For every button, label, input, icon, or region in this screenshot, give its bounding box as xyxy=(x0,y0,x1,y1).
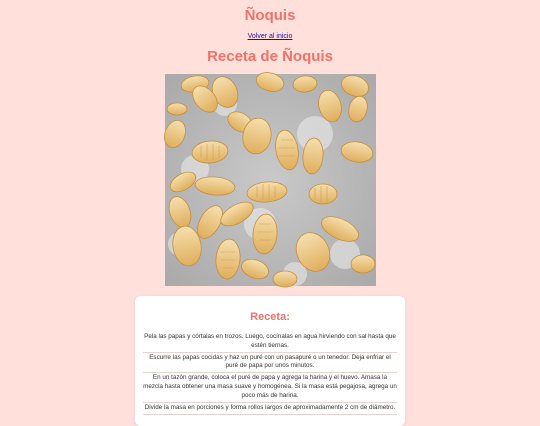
back-link-container xyxy=(0,33,540,40)
recipe-step: Divide la masa en porciones y forma rollos largos de aproximadamente 2 cm de diámetro. xyxy=(143,403,397,415)
recipe-steps-list xyxy=(143,332,397,415)
recipe-card xyxy=(135,296,405,426)
recipe-card-title: Receta: xyxy=(250,311,290,323)
recipe-title: Receta de Ñoquis xyxy=(207,48,333,65)
back-to-home-link[interactable]: Volver al inicio xyxy=(247,33,293,40)
recipe-step: En un tazón grande, coloca el puré de papa y agrega la harina y el huevo. Amasa la mezcla hasta obtener una masa suave y homogénea. Si la masa está pegajosa, agrega un poco más de harina. xyxy=(143,373,397,402)
recipe-step: Pela las papas y córtalas en trozos. Luego, cocínalas en agua hirviendo con sal hasta que estén tiernas. xyxy=(143,332,397,353)
recipe-step: Escurre las papas cocidas y haz un puré con un pasapuré o un tenedor. Deja enfriar el puré de papa por unos minutos. xyxy=(143,353,397,374)
gnocchi-photo xyxy=(165,74,376,286)
site-title: Ñoquis xyxy=(244,7,296,24)
